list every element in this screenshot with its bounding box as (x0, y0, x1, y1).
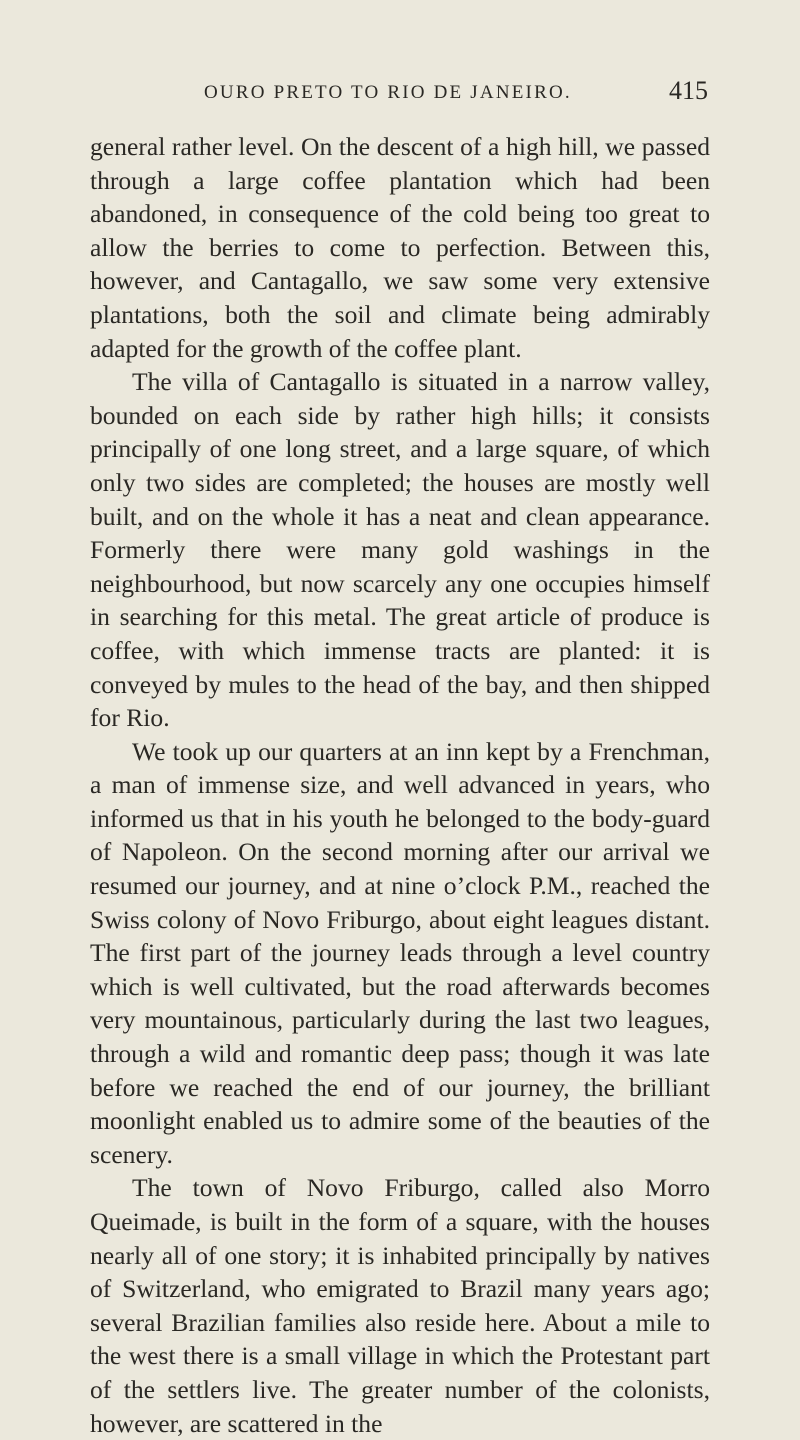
paragraph-2: The villa of Cantagallo is situated in a narrow valley, bounded on each side by rather high hills; it consists principally of one long street, and a large square, of which only two sides are completed; the houses are mostly well built, and on the whole it has a neat and clean appearance. Formerly there were many gold washings in the neighbourhood, but now scarcely any one occupies himself in searching for this metal. The great article of produce is coffee, with which immense tracts are planted: it is conveyed by mules to the head of the bay, and then shipped for Rio. (90, 367, 710, 733)
page-number: 415 (669, 76, 708, 105)
body-text (90, 130, 710, 1440)
page-header (204, 78, 708, 112)
paragraph-3: We took up our quarters at an inn kept by a Frenchman, a man of immense size, and well advanced in years, who informed us that in his youth he belonged to the body-guard of Napoleon. On the second morning after our arrival we resumed our journey, and at nine o’clock P.M., reached the Swiss colony of Novo Friburgo, about eight leagues distant. The first part of the journey leads through a level country which is well cultivated, but the road afterwards becomes very mountainous, particularly during the last two leagues, through a wild and romantic deep pass; though it was late before we reached the end of our journey, the brilliant moonlight enabled us to admire some of the beauties of the scenery. (90, 736, 710, 1169)
running-title: OURO PRETO TO RIO DE JANEIRO. (204, 82, 572, 103)
paragraph-1: general rather level. On the descent of a high hill, we passed through a large coffee plantation which had been abandoned, in consequence of the cold being too great to allow the berries to come to perfection. Between this, however, and Cantagallo, we saw some very extensive plantations, both the soil and climate being admirably adapted for the growth of the coffee plant. (90, 132, 710, 363)
paragraph-4: The town of Novo Friburgo, called also Morro Queimade, is built in the form of a square, with the houses nearly all of one story; it is inhabited principally by natives of Switzerland, who emigrated to Brazil many years ago; several Brazilian families also reside here. About a mile to the west there is a small village in which the Protestant part of the settlers live. The greater number of the colonists, however, are scattered in the (90, 1173, 710, 1438)
